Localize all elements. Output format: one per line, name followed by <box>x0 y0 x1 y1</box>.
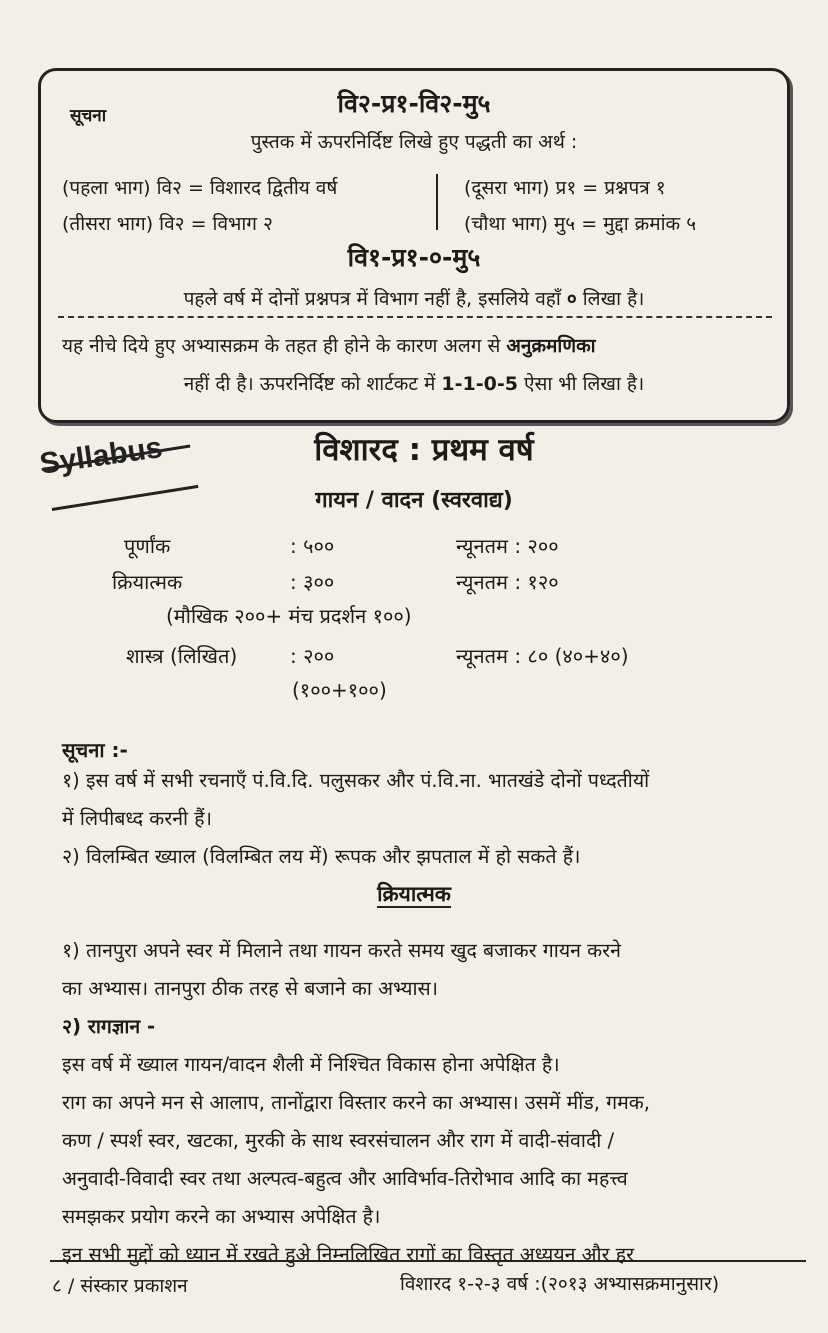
suchana-heading: सूचना :- <box>62 738 128 762</box>
syllabus-banner: Syllabus <box>37 430 165 481</box>
raag-line-1: इस वर्ष में ख्याल गायन/वादन शैली में निश्चित विकास होना अपेक्षित है। <box>62 1053 560 1076</box>
code-title-first-year: वि१-प्र१-०-मु५ <box>347 243 481 272</box>
first-year-note: पहले वर्ष में दोनों प्रश्नपत्र में विभाग नहीं है, इसलिये वहाँ ० लिखा है। <box>183 288 645 310</box>
page-subtitle: गायन / वादन (स्वरवाद्य) <box>315 488 513 513</box>
index-note: यह नीचे दिये हुए अभ्यासक्रम के तहत ही होने के कारण अलग से अनुक्रमणिका <box>62 335 596 357</box>
suchana-point-2: २) विलम्बित ख्याल (विलम्बित लय में) रूपक और झपताल में हो सकते हैं। <box>62 845 581 868</box>
total-min: न्यूनतम : २०० <box>456 534 559 558</box>
theory-detail: (१००+१००) <box>292 678 387 702</box>
theory-min: न्यूनतम : ८० (४०+४०) <box>456 644 629 668</box>
kriyatmak-heading: क्रियात्मक <box>377 882 451 906</box>
part-two: (दूसरा भाग) प्र१ = प्रश्नपत्र १ <box>464 177 666 199</box>
dashed-separator <box>58 316 772 318</box>
raag-line-2: राग का अपने मन से आलाप, तानोंद्वारा विस्तार करने का अभ्यास। उसमें मींड, गमक, <box>62 1091 650 1114</box>
theory-label: शास्त्र (लिखित) <box>126 644 238 668</box>
suchana-point-1a: १) इस वर्ष में सभी रचनाएँ पं.वि.दि. पलुसकर और पं.वि.ना. भातखंडे दोनों पध्दतीयों <box>62 769 650 792</box>
column-divider <box>436 174 438 230</box>
theory-value: : २०० <box>290 644 335 668</box>
raag-line-5: समझकर प्रयोग करने का अभ्यास अपेक्षित है। <box>62 1205 381 1228</box>
kriya-point-1a: १) तानपुरा अपने स्वर में मिलाने तथा गायन करते समय खुद बजाकर गायन करने <box>62 939 621 962</box>
practical-min: न्यूनतम : १२० <box>456 570 559 594</box>
footer-book-title: विशारद १-२-३ वर्ष :(२०१३ अभ्यासक्रमानुसार) <box>400 1273 720 1295</box>
practical-label: क्रियात्मक <box>112 570 183 594</box>
suchana-points <box>62 762 802 876</box>
practical-detail: (मौखिक २००+ मंच प्रदर्शन १००) <box>166 604 412 628</box>
raag-line-4: अनुवादी-विवादी स्वर तथा अल्पत्व-बहुत्व और आविर्भाव-तिरोभाव आदि का महत्त्व <box>62 1167 628 1190</box>
suchana-point-1b: में लिपीबध्द करनी हैं। <box>62 807 213 830</box>
notice-intro: पुस्तक में ऊपरनिर्दिष्ट लिखे हुए पद्धती का अर्थ : <box>250 131 578 153</box>
footer-rule <box>50 1260 806 1262</box>
raag-line-6: इन सभी मुद्दों को ध्यान में रखते हुअे निम्नलिखित रागों का विस्तृत अध्ययन और हर <box>62 1243 635 1266</box>
part-three: (तीसरा भाग) वि२ = विभाग २ <box>62 213 273 235</box>
page-title: विशारद : प्रथम वर्ष <box>314 432 534 468</box>
total-value: : ५०० <box>290 534 335 558</box>
raag-heading: २) रागज्ञान - <box>62 1015 156 1038</box>
raag-line-3: कण / स्पर्श स्वर, खटका, मुरकी के साथ स्वरसंचालन और राग में वादी-संवादी / <box>62 1129 615 1152</box>
total-label: पूर्णांक <box>124 534 171 558</box>
shortcut-note: नहीं दी है। ऊपरनिर्दिष्ट को शार्टकट में 1-1-0-5 ऐसा भी लिखा है। <box>183 373 645 395</box>
kriya-point-1b: का अभ्यास। तानपुरा ठीक तरह से बजाने का अभ्यास। <box>62 977 439 1000</box>
footer-publisher: ८ / संस्कार प्रकाशन <box>52 1275 188 1297</box>
part-one: (पहला भाग) वि२ = विशारद द्वितीय वर्ष <box>62 177 338 199</box>
part-four: (चौथा भाग) मु५ = मुद्दा क्रमांक ५ <box>464 213 697 235</box>
kriyatmak-points <box>62 932 802 1274</box>
practical-value: : ३०० <box>290 570 335 594</box>
code-title: वि२-प्र१-वि२-मु५ <box>337 89 491 118</box>
notice-label: सूचना <box>70 106 107 126</box>
